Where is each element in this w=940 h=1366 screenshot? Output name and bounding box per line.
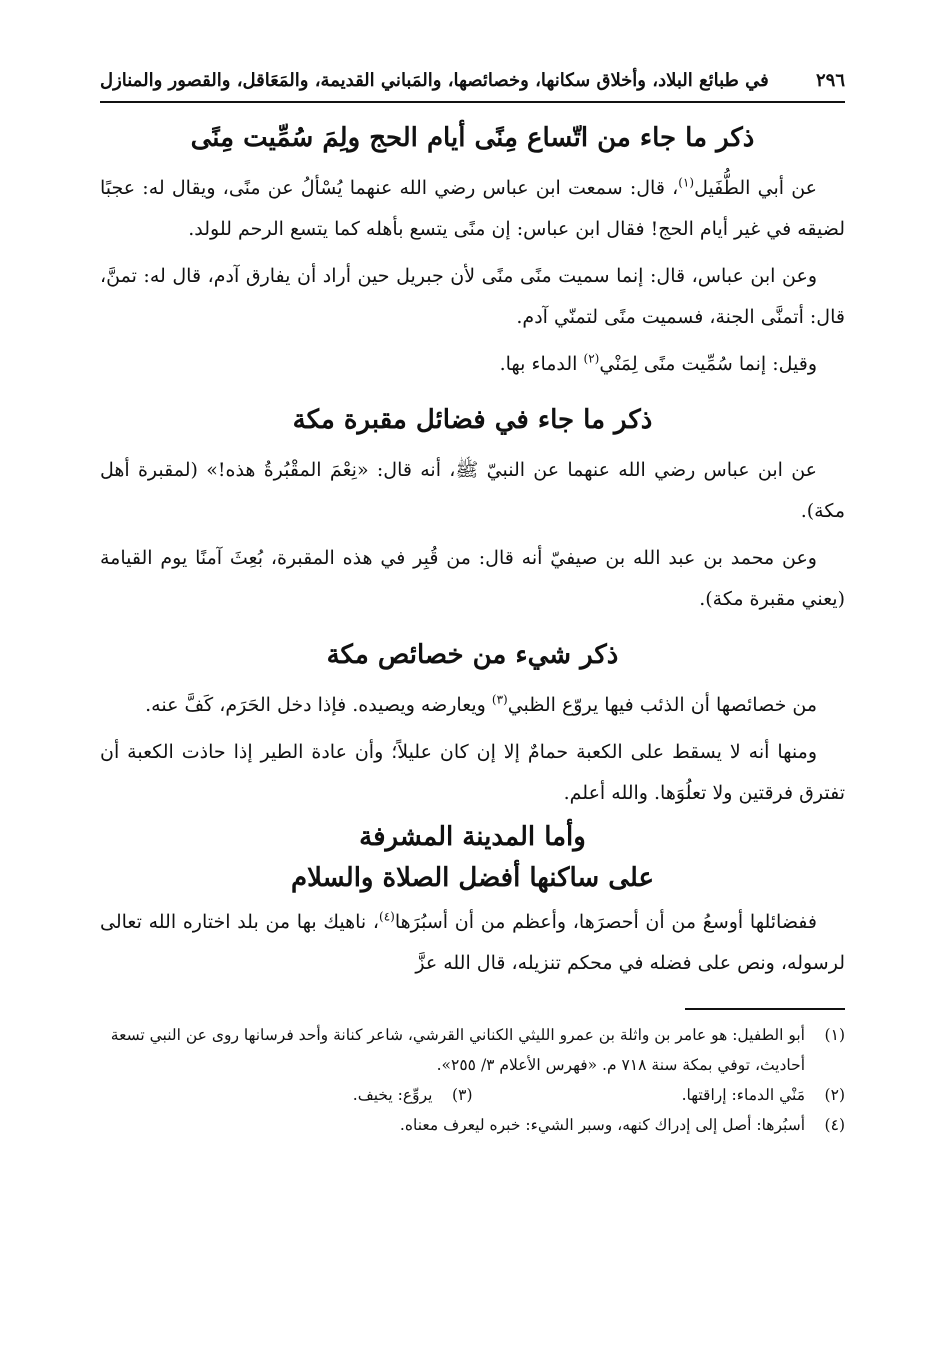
paragraph-text: ففضائلها أوسعُ من أن أحصرَها، وأعظم من أن أسبُرَها [394,911,817,934]
paragraph [100,685,845,726]
footnote-ref: (١) [678,175,695,190]
footnote-number: (٢) [824,1086,845,1105]
footnote-text: يروِّع: يخيف. [352,1086,433,1105]
paragraph-text: عن أبي الطُّفَيل [694,177,817,200]
section-subheading-madina: على ساكنها أفضل الصلاة والسلام [290,863,655,894]
footnote-ref: (٢) [583,351,600,366]
footnote-separator [685,1008,845,1010]
footnote-row [100,1080,845,1110]
paragraph-text: من خصائصها أن الذئب فيها يروّع الظبي [507,694,817,717]
footnote-text: مَنْي الدماء: إراقتها. [681,1086,805,1105]
section-heading-madina: وأما المدينة المشرفة [359,822,586,853]
paragraph: وعن ابن عباس، قال: إنما سميت منًى منًى لأن جبريل حين أراد أن يفارق آدم، قال له: تمنَّ، قال: أتمنَّى الجنة، فسميت منًى لتمنّي آدم. [100,265,845,329]
paragraph-text: ويعارضه ويصيده. فإذا دخل الحَرَم، كَفَّ عنه. [145,694,492,717]
paragraph [100,168,845,250]
paragraph-text: الدماء بها. [499,353,584,376]
footnote-text: أبو الطفيل: هو عامر بن واثلة بن عمرو الليثي الكناني القرشي، شاعر كنانة وأحد فرسانها روى عن النبي تسعة أحاديث، توفي بمكة سنة ٧١٨ م. «فهرس الأعلام ٣/ ٢٥٥». [110,1026,805,1075]
section-heading-makkah-features: ذكر شيء من خصائص مكة [326,640,619,671]
section-heading-mina: ذكر ما جاء من اتّساع مِنًى أيام الحج ولِمَ سُمِّيت مِنًى [190,123,755,153]
paragraph: عن ابن عباس رضي الله عنهما عن النبيّ ﷺ، أنه قال: «نِعْمَ المقْبُرةُ هذه!» (لمقبرة أهل مكة). [100,459,845,523]
paragraph-text: ، ناهيك بها من بلد اختاره الله تعالى لرسوله، ونص على فضله في محكم تنزيله، قال الله عزَّ [100,911,845,975]
footnote-number: (٤) [824,1116,845,1135]
running-title: في طبائع البلاد، وأخلاق سكانها، وخصائصها، والمَباني القديمة، والمَعَاقل، والقصور والمنازل [100,70,769,91]
paragraph [100,344,845,385]
footnote-text: أسبُرها: أصل إلى إدراك كنهه، وسبر الشيء: خبره ليعرف معناه. [399,1116,805,1135]
footnote [100,1020,845,1080]
book-page [100,70,845,1140]
footnote-ref: (٣) [491,692,508,707]
footnote [100,1110,845,1140]
footnote-number: (١) [824,1026,845,1045]
paragraph: ومنها أنه لا يسقط على الكعبة حمامٌ إلا إن كان عليلاً؛ وأن عادة الطير إذا حاذت الكعبة أن تفترق فرقتين ولا تعلُوَها. والله أعلم. [100,741,845,805]
section-heading-cemetery: ذكر ما جاء في فضائل مقبرة مكة [292,405,653,436]
running-header [100,70,845,103]
page-number: ٢٩٦ [815,70,845,91]
paragraph: وعن محمد بن عبد الله بن صيفيّ أنه قال: من قُبِر في هذه المقبرة، بُعِثَ آمنًا يوم القيامة (يعني مقبرة مكة). [100,547,845,611]
footnote-ref: (٤) [379,910,395,925]
paragraph [100,902,845,984]
footnote-number: (٣) [452,1086,473,1105]
footnotes [100,1020,845,1140]
footnote [473,1080,846,1110]
footnote [100,1080,473,1110]
paragraph-text: وقيل: إنما سُمِّيت منًى لِمَنْي [599,353,817,376]
paragraph-text: ، قال: سمعت ابن عباس رضي الله عنهما يُسْألُ عن منًى، ويقال له: عجبًا لضيقه في غير أيام الحج! فقال ابن عباس: إن منًى يتسع بأهله كما يتسع الرحم للولد. [100,177,845,241]
